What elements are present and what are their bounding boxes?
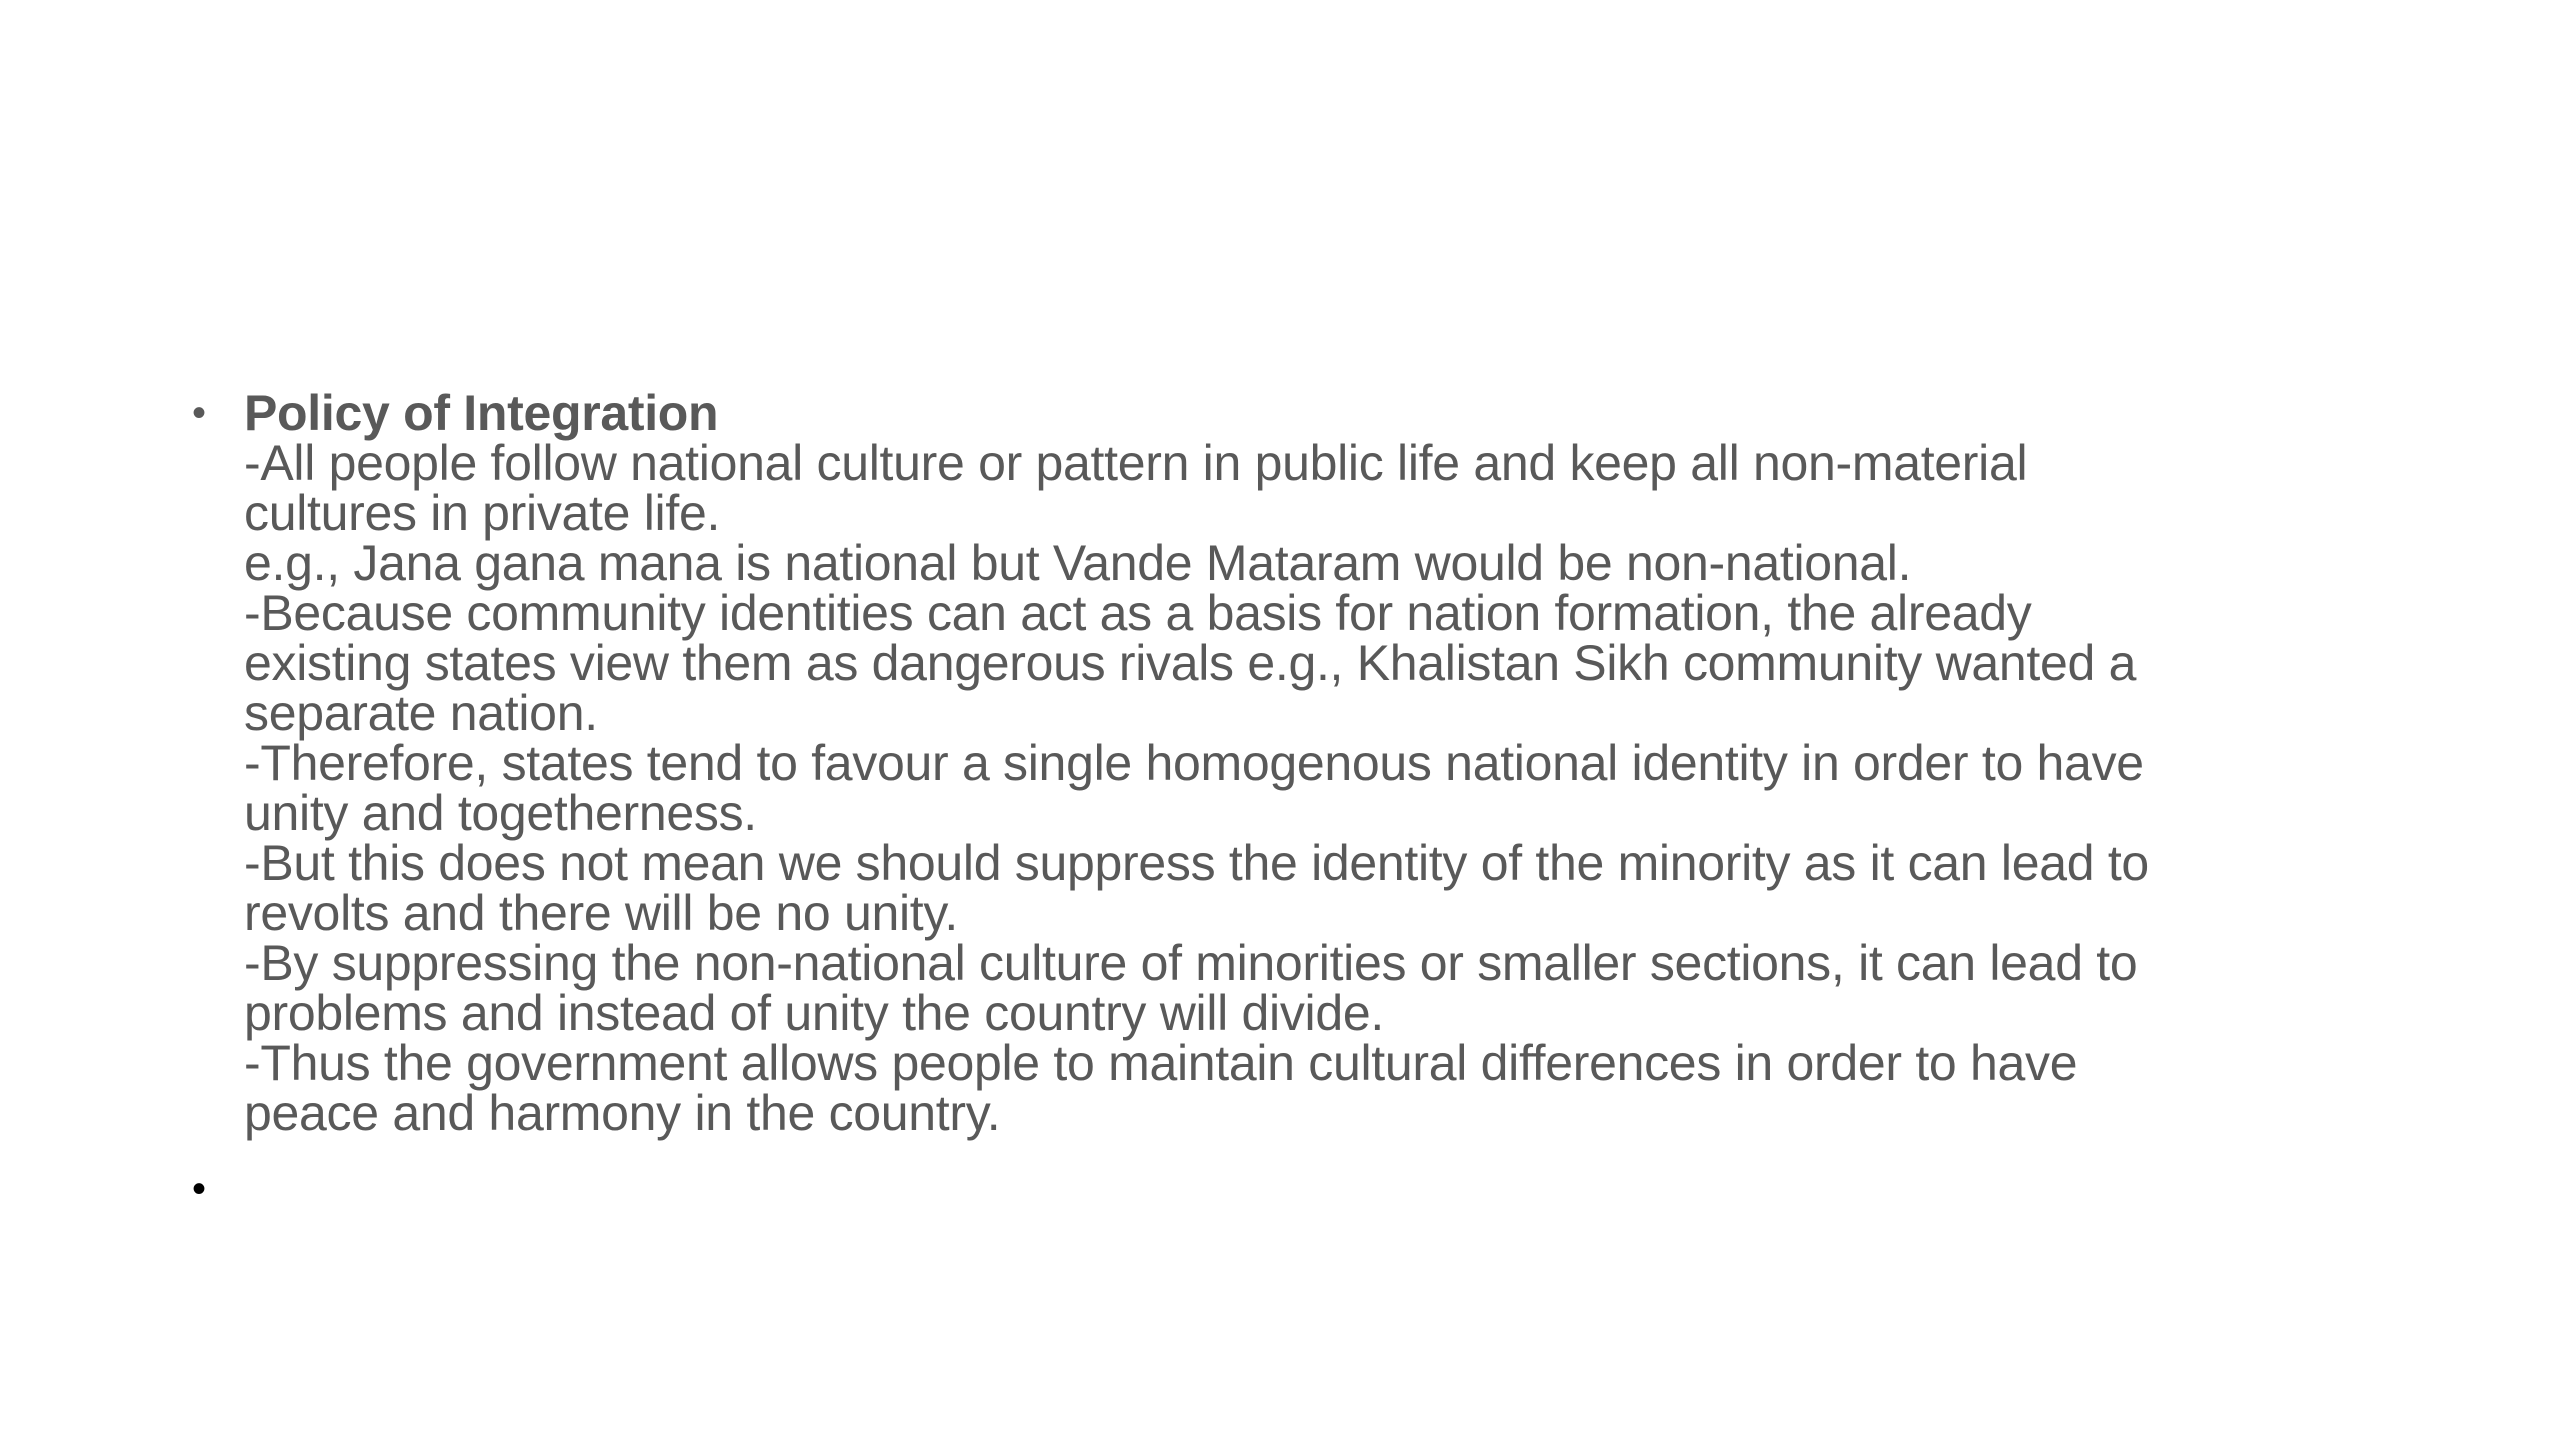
text-line: unity and togetherness. [244, 785, 757, 841]
bullet-item-policy-of-integration[interactable] [192, 385, 2392, 1141]
text-line: -Because community identities can act as a basis for nation formation, the already [244, 585, 2032, 641]
text-line: -But this does not mean we should suppress the identity of the minority as it can lead to [244, 835, 2149, 891]
text-line: -Therefore, states tend to favour a single homogenous national identity in order to have [244, 735, 2144, 791]
text-line: peace and harmony in the country. [244, 1085, 1001, 1141]
text-line: existing states view them as dangerous rivals e.g., Khalistan Sikh community wanted a [244, 635, 2137, 691]
bullet-heading: Policy of Integration [244, 385, 719, 441]
text-line: revolts and there will be no unity. [244, 885, 958, 941]
text-line: problems and instead of unity the country will divide. [244, 985, 1384, 1041]
text-line: -Thus the government allows people to maintain cultural differences in order to have [244, 1035, 2078, 1091]
text-line: -All people follow national culture or pattern in public life and keep all non-material [244, 435, 2028, 491]
text-line: cultures in private life. [244, 485, 721, 541]
text-line: e.g., Jana gana mana is national but Vande Mataram would be non-national. [244, 535, 1912, 591]
bullet-point-icon: • [192, 391, 206, 435]
bullet-item-empty[interactable] [192, 1164, 2392, 1214]
text-line: -By suppressing the non-national culture of minorities or smaller sections, it can lead to [244, 935, 2138, 991]
bullet-list [192, 385, 2392, 1214]
bullet-point-icon: • [192, 1167, 206, 1211]
text-line: separate nation. [244, 685, 598, 741]
